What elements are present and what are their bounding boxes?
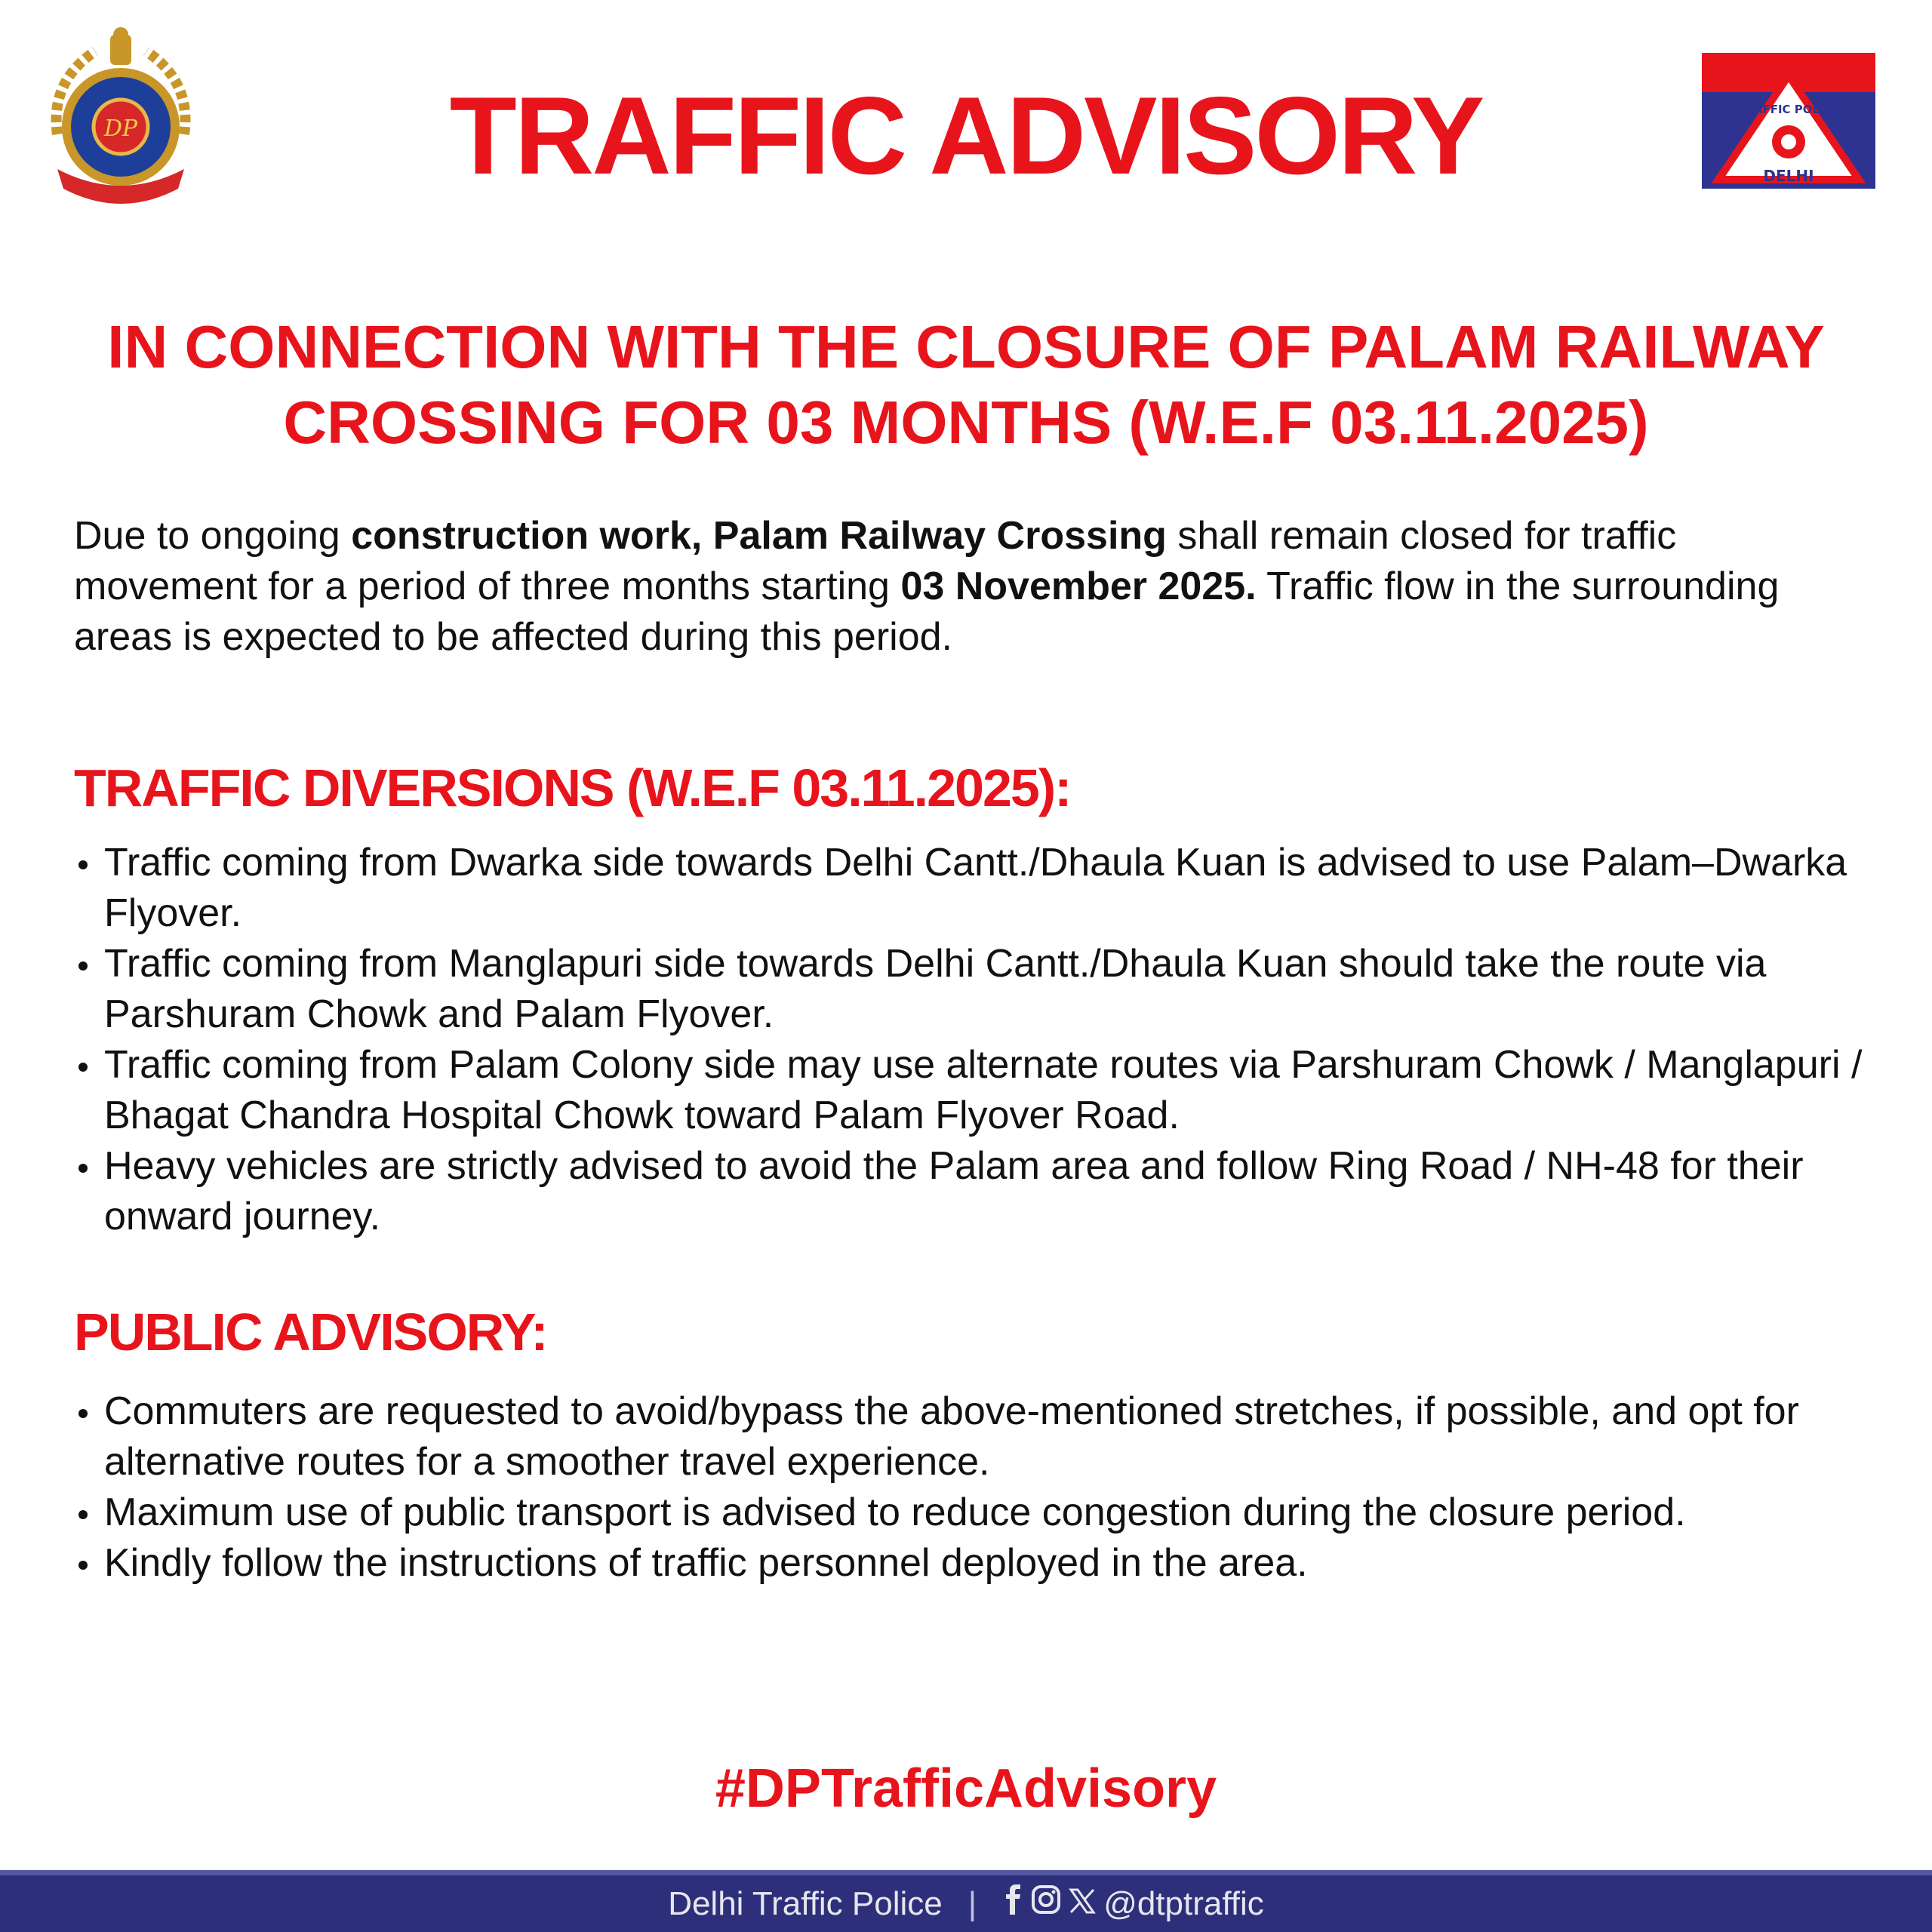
svg-text:DP: DP xyxy=(103,115,138,142)
footer-separator: | xyxy=(968,1884,977,1922)
svg-text:TRAFFIC POLICE: TRAFFIC POLICE xyxy=(1737,103,1840,116)
diversions-heading: TRAFFIC DIVERSIONS (W.E.F 03.11.2025): xyxy=(74,758,1071,817)
instagram-icon[interactable] xyxy=(1031,1884,1061,1923)
hashtag: #DPTrafficAdvisory xyxy=(715,1758,1217,1819)
subtitle-line-1: IN CONNECTION WITH THE CLOSURE OF PALAM RAILWAY xyxy=(107,313,1825,380)
list-item: Traffic coming from Manglapuri side towards Delhi Cantt./Dhaula Kuan should take the route via Parshuram Chowk and Palam Flyover. xyxy=(74,939,1870,1040)
public-advisory-heading: PUBLIC ADVISORY: xyxy=(74,1303,547,1361)
subtitle-line-2: CROSSING FOR 03 MONTHS (W.E.F 03.11.2025) xyxy=(283,389,1649,456)
list-item: Traffic coming from Dwarka side towards Delhi Cantt./Dhaula Kuan is advised to use Palam–Dwarka Flyover. xyxy=(74,838,1870,939)
page-title: TRAFFIC ADVISORY xyxy=(449,74,1483,197)
list-item: Commuters are requested to avoid/bypass the above-mentioned stretches, if possible, and opt for alternative routes for a smoother travel experience. xyxy=(74,1386,1870,1487)
advisory-subtitle xyxy=(60,309,1872,460)
footer-divider xyxy=(0,1870,1932,1875)
public-advisory-list xyxy=(74,1386,1870,1589)
facebook-icon[interactable] xyxy=(1002,1884,1023,1923)
list-item: Maximum use of public transport is advised to reduce congestion during the closure period. xyxy=(74,1487,1870,1538)
intro-paragraph: Due to ongoing construction work, Palam Railway Crossing shall remain closed for traffic movement for a period of three months starting 03 November 2025. Traffic flow in the surrounding areas is expected to be affected during this period. xyxy=(74,514,1780,659)
x-icon[interactable] xyxy=(1069,1885,1096,1923)
list-item: Heavy vehicles are strictly advised to avoid the Palam area and follow Ring Road / NH-48 for their onward journey. xyxy=(74,1141,1870,1242)
footer-handle[interactable]: @dtptraffic xyxy=(1103,1884,1264,1922)
footer-bar xyxy=(0,1875,1932,1932)
traffic-police-logo xyxy=(1702,53,1875,189)
list-item: Kindly follow the instructions of traffic personnel deployed in the area. xyxy=(74,1538,1870,1589)
list-item: Traffic coming from Palam Colony side may use alternate routes via Parshuram Chowk / Manglapuri / Bhagat Chandra Hospital Chowk toward Palam Flyover Road. xyxy=(74,1040,1870,1141)
footer-org: Delhi Traffic Police xyxy=(668,1884,943,1922)
svg-text:DELHI: DELHI xyxy=(1763,167,1814,185)
diversions-list xyxy=(74,838,1870,1242)
